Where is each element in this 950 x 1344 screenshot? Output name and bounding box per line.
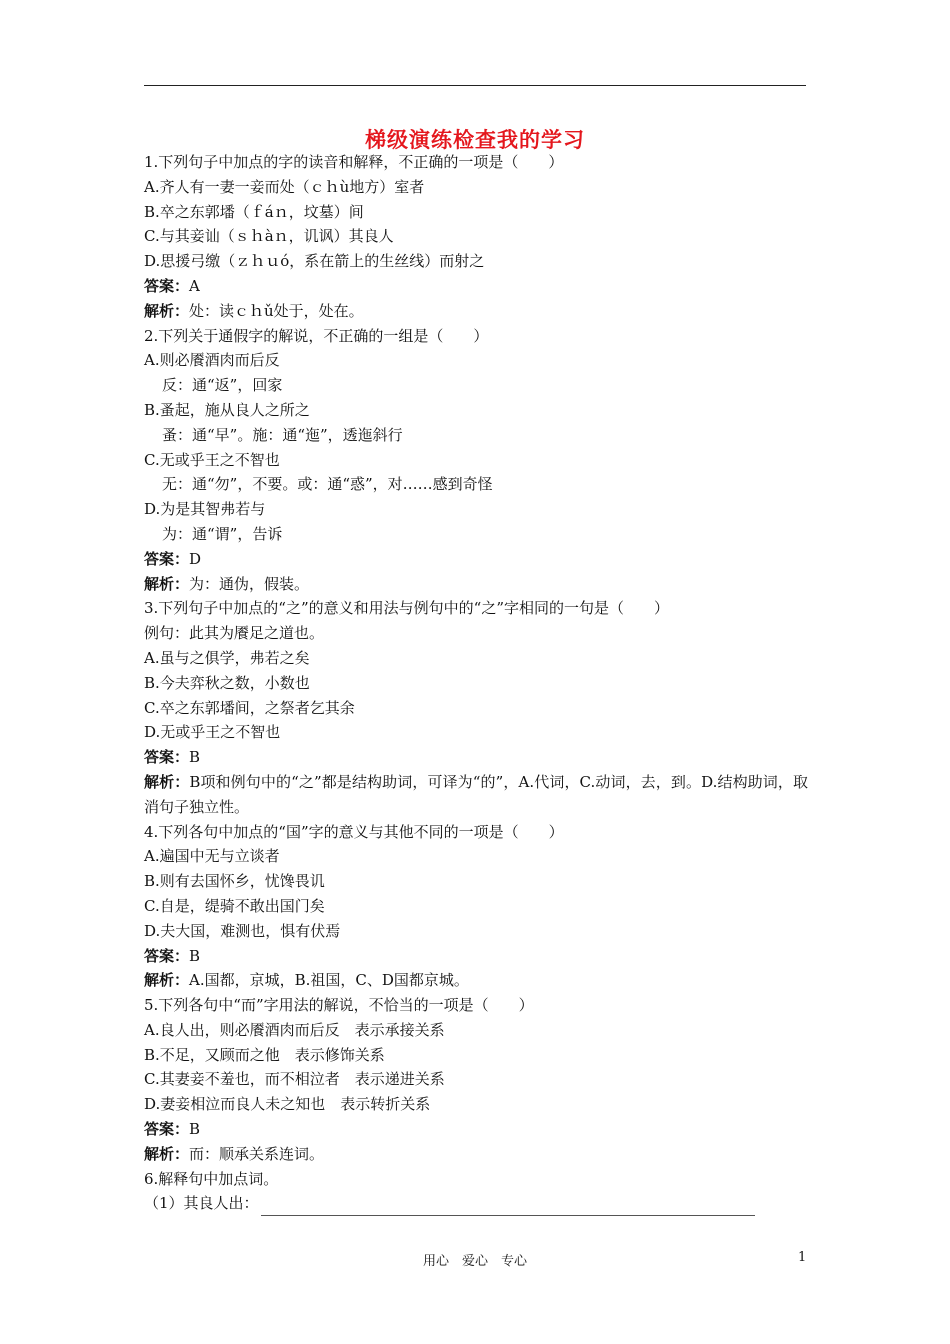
question-1-option-b: B.卒之东郭墦（ｆáｎ，坟墓）间 xyxy=(144,202,364,221)
page-title: 梯级演练检查我的学习 xyxy=(365,127,585,152)
question-2-answer xyxy=(144,547,808,572)
question-4-option-c: C.自是，缇骑不敢出国门矣 xyxy=(144,896,325,915)
question-2-analysis xyxy=(144,572,808,597)
answer-value: B xyxy=(189,1120,201,1139)
answer-value: A xyxy=(189,276,200,295)
analysis-label: 解析： xyxy=(144,971,190,990)
question-3-option-b: B.今夫弈秋之数，小数也 xyxy=(144,673,310,692)
document-body xyxy=(144,150,808,1216)
question-5-option-b: B.不足，又顾而之他 表示修饰关系 xyxy=(144,1045,385,1064)
question-1-option-a: A.齐人有一妻一妾而处（ｃｈù地方）室者 xyxy=(144,177,425,196)
question-1-option-d: D.思援弓缴（ｚｈｕó，系在箭上的生丝线）而射之 xyxy=(144,252,485,271)
analysis-label: 解析： xyxy=(144,772,190,791)
question-2-stem: 2.下列关于通假字的解说，不正确的一组是（ ） xyxy=(144,326,489,345)
analysis-text: A.国都，京城，B.祖国，C、D国都京城。 xyxy=(189,971,469,990)
question-4-answer xyxy=(144,944,808,969)
question-3-example: 例句：此其为餍足之道也。 xyxy=(144,624,325,643)
analysis-label: 解析： xyxy=(144,1144,190,1163)
question-2-option-c: C.无或乎王之不智也 xyxy=(144,450,280,469)
question-6-item-1 xyxy=(144,1191,808,1216)
question-5-option-d: D.妻妾相泣而良人未之知也 表示转折关系 xyxy=(144,1095,431,1114)
question-2-option-c-note: 无：通“勿”，不要。或：通“惑”，对……感到奇怪 xyxy=(162,475,493,494)
question-4-option-b: B.则有去国怀乡，忧馋畏讥 xyxy=(144,872,325,891)
question-3-analysis xyxy=(144,770,808,820)
page-number: 1 xyxy=(798,1250,807,1265)
question-2-option-a-note: 反：通“返”，回家 xyxy=(162,376,283,395)
question-2-option-d: D.为是其智弗若与 xyxy=(144,500,266,519)
analysis-label: 解析： xyxy=(144,301,190,320)
question-1-analysis xyxy=(144,299,808,324)
analysis-text: 处：读ｃｈǔ处于，处在。 xyxy=(189,301,364,320)
footer-motto: 用心 爱心 专心 xyxy=(422,1254,527,1269)
answer-value: B xyxy=(189,748,201,767)
answer-value: B xyxy=(189,946,201,965)
analysis-text: B项和例句中的“之”都是结构助词，可译为“的”，A.代词，C.动词，去，到。D.结构助词，取消句子独立性。 xyxy=(144,772,808,816)
answer-value: D xyxy=(189,549,202,568)
question-4-stem: 4.下列各句中加点的“国”字的意义与其他不同的一项是（ ） xyxy=(144,822,564,841)
answer-label: 答案： xyxy=(144,1120,190,1139)
question-3-option-a: A.虽与之俱学，弗若之矣 xyxy=(144,648,310,667)
analysis-text: 而：顺承关系连词。 xyxy=(189,1144,325,1163)
question-3-answer xyxy=(144,745,808,770)
answer-blank-line xyxy=(261,1198,755,1216)
question-3-stem: 3.下列句子中加点的“之”的意义和用法与例句中的“之”字相同的一句是（ ） xyxy=(144,599,669,618)
question-1-answer xyxy=(144,274,808,299)
question-5-option-a: A.良人出，则必餍酒肉而后反 表示承接关系 xyxy=(144,1020,445,1039)
question-1-stem: 1.下列句子中加点的字的读音和解释，不正确的一项是（ ） xyxy=(144,153,564,171)
question-6-item-1-label: （1）其良人出： xyxy=(144,1194,259,1213)
question-2-option-b-note: 蚤：通“早”。施：通“迤”，透迤斜行 xyxy=(162,425,403,444)
question-4-option-a: A.遍国中无与立谈者 xyxy=(144,847,280,866)
question-5-analysis xyxy=(144,1142,808,1167)
question-2-option-d-note: 为：通“谓”，告诉 xyxy=(162,524,283,543)
question-4-analysis xyxy=(144,968,808,993)
analysis-label: 解析： xyxy=(144,574,190,593)
question-4-option-d: D.夫大国，难测也，惧有伏焉 xyxy=(144,921,341,940)
header-rule xyxy=(144,85,806,86)
answer-label: 答案： xyxy=(144,748,190,767)
question-5-stem: 5.下列各句中“而”字用法的解说，不恰当的一项是（ ） xyxy=(144,996,534,1015)
answer-label: 答案： xyxy=(144,946,190,965)
question-1-option-c: C.与其妾讪（ｓｈàｎ，讥讽）其良人 xyxy=(144,227,394,246)
question-3-option-d: D.无或乎王之不智也 xyxy=(144,723,281,742)
question-5-answer xyxy=(144,1117,808,1142)
question-2-option-b: B.蚤起，施从良人之所之 xyxy=(144,400,310,419)
answer-label: 答案： xyxy=(144,276,190,295)
answer-label: 答案： xyxy=(144,549,190,568)
question-2-option-a: A.则必餍酒肉而后反 xyxy=(144,351,280,370)
question-3-option-c: C.卒之东郭墦间，之祭者乞其余 xyxy=(144,698,355,717)
question-6-stem: 6.解释句中加点词。 xyxy=(144,1169,279,1188)
question-5-option-c: C.其妻妾不羞也，而不相泣者 表示递进关系 xyxy=(144,1070,445,1089)
analysis-text: 为：通伪，假装。 xyxy=(189,574,310,593)
